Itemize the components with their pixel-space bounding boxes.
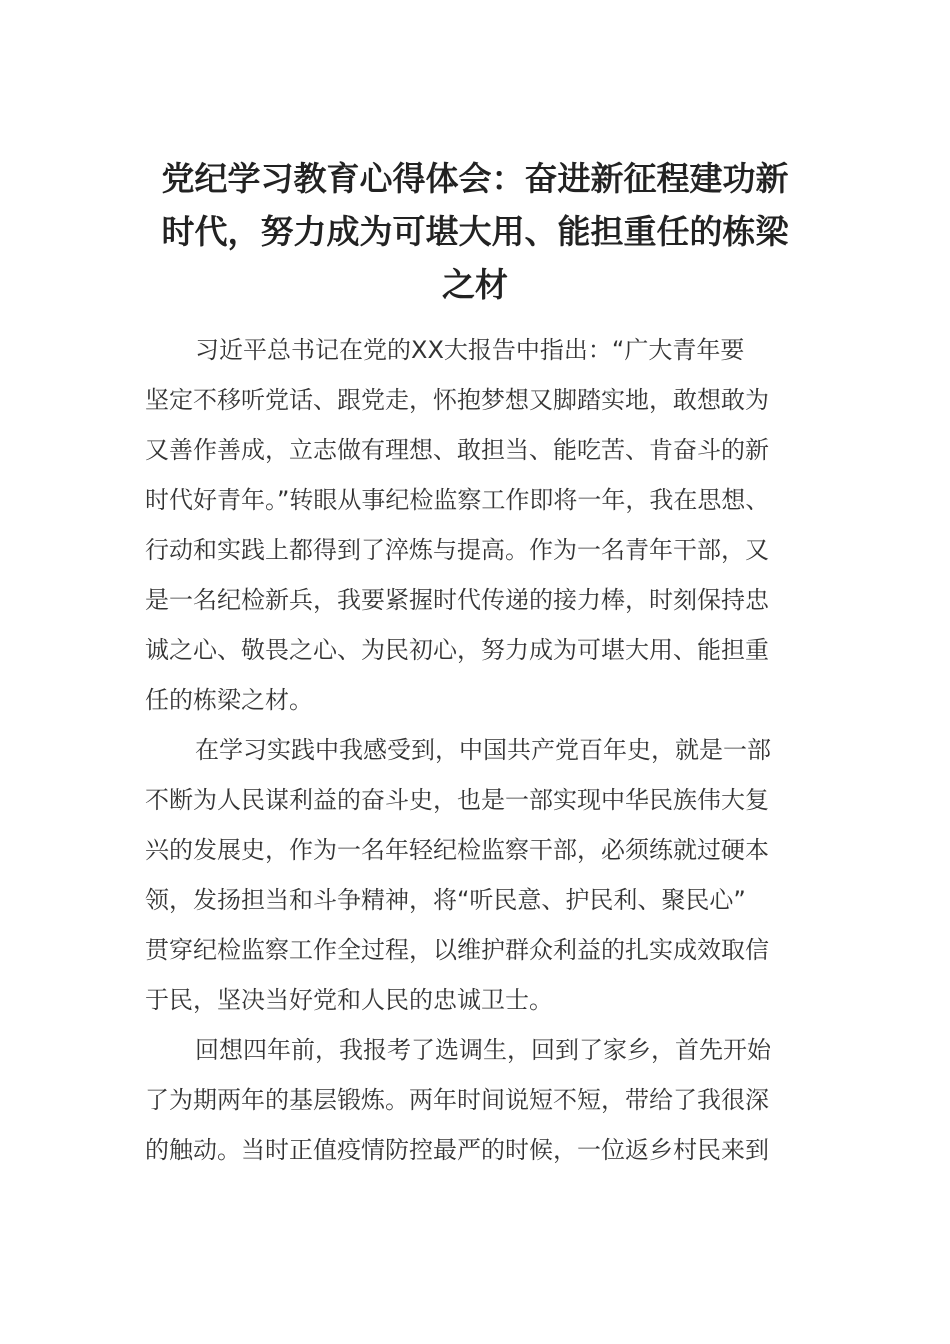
paragraph-1 (145, 325, 805, 725)
paragraph-line: 诚之心、敬畏之心、为民初心，努力成为可堪大用、能担重 (145, 636, 769, 664)
paragraph-line: 不断为人民谋利益的奋斗史，也是一部实现中华民族伟大复 (145, 786, 769, 814)
title-line: 党纪学习教育心得体会：奋进新征程建功新 (161, 159, 789, 198)
paragraph-3 (145, 1025, 805, 1175)
paragraph-line: 在学习实践中我感受到，中国共产党百年史，就是一部 (195, 736, 771, 764)
title-line: 时代，努力成为可堪大用、能担重任的栋梁 (161, 212, 789, 251)
paragraph-line: 行动和实践上都得到了淬炼与提高。作为一名青年干部，又 (145, 536, 769, 564)
paragraph-line: 又善作善成，立志做有理想、敢担当、能吃苦、肯奋斗的新 (145, 436, 769, 464)
document-body (145, 325, 805, 1175)
paragraph-line: 了为期两年的基层锻炼。两年时间说短不短，带给了我很深 (145, 1086, 769, 1114)
paragraph-2 (145, 725, 805, 1025)
document-title (140, 152, 810, 311)
paragraph-line: 时代好青年。”转眼从事纪检监察工作即将一年，我在思想、 (145, 486, 770, 514)
paragraph-line: 回想四年前，我报考了选调生，回到了家乡，首先开始 (195, 1036, 771, 1064)
paragraph-line: 领，发扬担当和斗争精神，将“听民意、护民利、聚民心” (145, 886, 746, 914)
paragraph-line: 的触动。当时正值疫情防控最严的时候，一位返乡村民来到 (145, 1136, 769, 1164)
paragraph-line: 坚定不移听党话、跟党走，怀抱梦想又脚踏实地，敢想敢为 (145, 386, 769, 414)
paragraph-line: 于民，坚决当好党和人民的忠诚卫士。 (145, 986, 553, 1014)
paragraph-line: 贯穿纪检监察工作全过程，以维护群众利益的扎实成效取信 (145, 936, 769, 964)
paragraph-line: 兴的发展史，作为一名年轻纪检监察干部，必须练就过硬本 (145, 836, 769, 864)
paragraph-line: 习近平总书记在党的XX大报告中指出：“广大青年要 (195, 336, 745, 364)
paragraph-line: 是一名纪检新兵，我要紧握时代传递的接力棒，时刻保持忠 (145, 586, 769, 614)
paragraph-line: 任的栋梁之材。 (145, 686, 313, 714)
title-line: 之材 (442, 265, 508, 304)
